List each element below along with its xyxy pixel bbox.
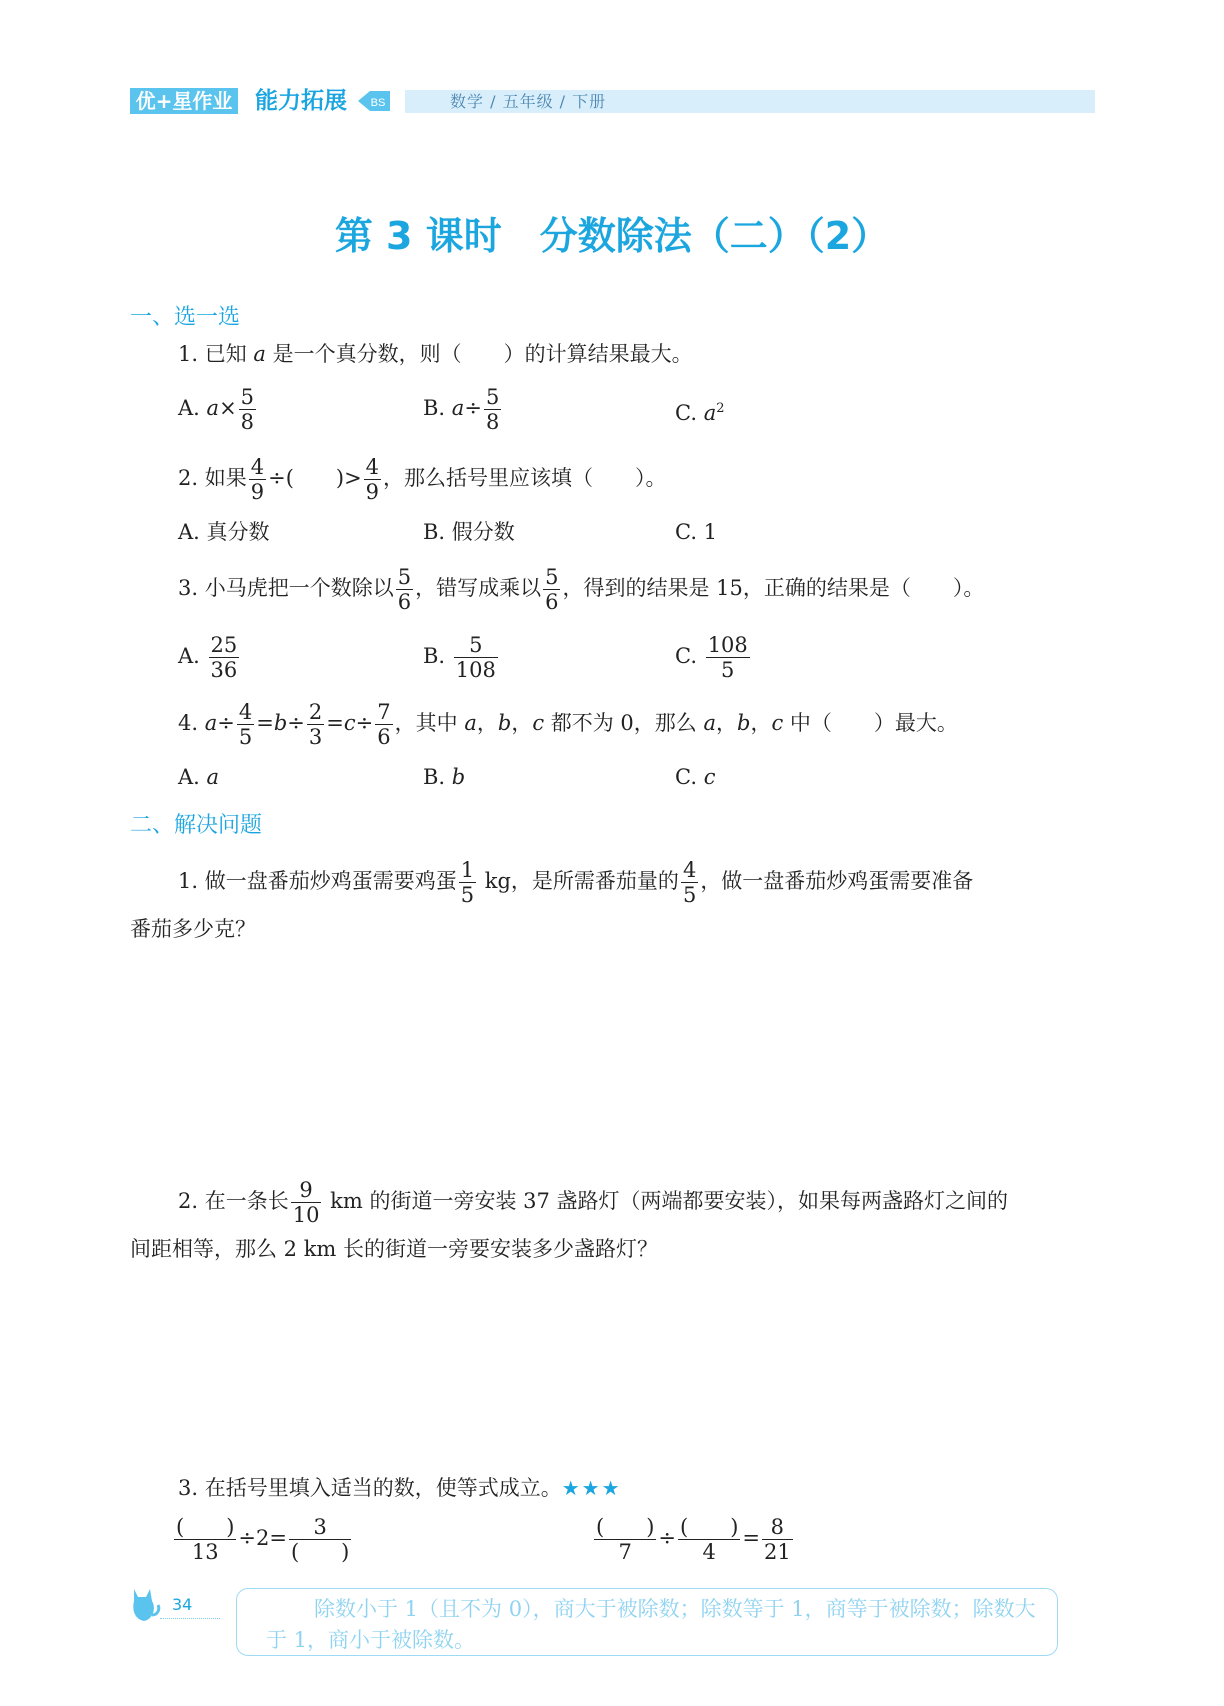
fraction-numerator: 7 xyxy=(377,700,391,724)
q2-option-b[interactable]: B. 假分数 xyxy=(423,520,515,544)
q2-text-post: ，那么括号里应该填（ ）。 xyxy=(383,466,667,491)
fraction xyxy=(291,1178,322,1227)
equation-2 xyxy=(592,1515,795,1564)
fraction xyxy=(762,1515,793,1564)
fraction-denominator: 8 xyxy=(240,410,255,435)
q3-option-b[interactable] xyxy=(423,633,500,682)
option-label: C. xyxy=(675,765,697,789)
subject-label: 数学 / 五年级 / 下册 xyxy=(450,92,607,111)
q3-text-post: ，得到的结果是 15，正确的结果是（ ）。 xyxy=(562,576,985,601)
option-operator: × xyxy=(219,396,237,421)
fraction-denominator: 5 xyxy=(721,658,735,683)
fraction-numerator: 25 xyxy=(210,633,238,657)
fraction xyxy=(678,1515,740,1564)
fraction-denominator: 4 xyxy=(702,1540,716,1565)
fraction xyxy=(459,858,476,907)
fraction-denominator: 5 xyxy=(238,725,253,750)
q4-text: 中（ ）最大。 xyxy=(783,711,958,736)
q2-text-mid: ÷( )> xyxy=(268,466,362,491)
fraction xyxy=(396,565,413,614)
fraction xyxy=(594,1515,656,1564)
var-a: a xyxy=(204,711,218,736)
option-var: a xyxy=(206,765,220,789)
fraction-denominator: 8 xyxy=(485,410,500,435)
option-label: C. xyxy=(675,401,697,425)
fraction xyxy=(307,700,324,749)
problem-2-line2: 间距相等，那么 2 km 长的街道一旁要安装多少盏路灯？ xyxy=(130,1237,659,1261)
fraction xyxy=(375,700,392,749)
p1-text-mid: kg，是所需番茄量的 xyxy=(478,869,679,894)
option-label: B. xyxy=(423,644,446,669)
q4-text-pre: 4. xyxy=(178,711,205,736)
p1-text-post: ，做一盘番茄炒鸡蛋需要准备 xyxy=(700,869,974,894)
fraction xyxy=(237,700,254,749)
fraction xyxy=(289,1515,351,1564)
equation-operator: ÷2= xyxy=(238,1526,287,1551)
section-heading-choice: 一、选一选 xyxy=(130,305,241,330)
question-1 xyxy=(178,340,693,368)
fraction-numerator: 4 xyxy=(365,455,380,479)
q4-text: ，其中 xyxy=(394,711,465,736)
question-3 xyxy=(178,565,984,614)
fraction-denominator: 3 xyxy=(308,725,323,750)
page-divider xyxy=(160,1618,220,1619)
var-b: b xyxy=(497,711,512,736)
fraction-numerator: 5 xyxy=(454,633,498,658)
var-b: b xyxy=(273,711,288,736)
equation-1 xyxy=(172,1515,353,1564)
q1-text-post: 是一个真分数，则（ ）的计算结果最大。 xyxy=(265,342,693,366)
fraction xyxy=(543,565,560,614)
q4-option-c[interactable] xyxy=(675,763,715,791)
fraction-numerator: 5 xyxy=(240,385,255,409)
var-b: b xyxy=(737,711,751,736)
q3-option-a[interactable] xyxy=(178,633,241,682)
option-var: a xyxy=(451,396,465,421)
fraction-numerator: 5 xyxy=(545,565,559,589)
fraction-numerator: 4 xyxy=(682,858,697,882)
option-label: C. xyxy=(675,644,697,669)
equation-operator: = xyxy=(742,1526,760,1551)
fraction-numerator: 8 xyxy=(762,1515,793,1540)
fraction-denominator: 6 xyxy=(397,590,412,615)
answer-blank[interactable]: ( ) xyxy=(176,1515,235,1539)
fraction-numerator: 4 xyxy=(250,455,265,479)
page-title: 第 3 课时 分数除法（二）（2） xyxy=(334,214,890,258)
option-var: a xyxy=(703,401,717,425)
fraction-denominator: 21 xyxy=(764,1540,791,1565)
fraction xyxy=(174,1515,236,1564)
fraction-denominator: 13 xyxy=(191,1540,219,1565)
q1-option-b[interactable] xyxy=(423,385,503,434)
fraction xyxy=(681,858,698,907)
q1-option-c[interactable] xyxy=(675,395,725,427)
q2-option-a[interactable]: A. 真分数 xyxy=(178,520,270,544)
fraction-denominator: 10 xyxy=(292,1203,320,1228)
fraction-numerator: 5 xyxy=(397,565,412,589)
fraction xyxy=(706,633,750,682)
fraction-numerator: 108 xyxy=(707,633,748,657)
fraction-numerator: 4 xyxy=(238,700,253,724)
q1-text-pre: 1. 已知 xyxy=(178,342,254,366)
fraction-numerator: 5 xyxy=(485,385,500,409)
option-label: B. xyxy=(423,396,446,421)
question-2 xyxy=(178,455,667,504)
q3-option-c[interactable] xyxy=(675,633,752,682)
var-c: c xyxy=(343,711,356,736)
fraction xyxy=(209,633,240,682)
fraction-denominator: 5 xyxy=(460,883,475,908)
q2-option-c[interactable]: C. 1 xyxy=(675,520,718,544)
option-label: A. xyxy=(178,765,200,789)
problem-3 xyxy=(178,1474,622,1502)
option-label: A. xyxy=(178,396,200,421)
fraction-denominator: 36 xyxy=(210,658,238,683)
fraction-denominator: 9 xyxy=(250,480,265,505)
problem-2 xyxy=(178,1178,1008,1227)
cat-mascot-icon xyxy=(128,1585,162,1625)
brand-logo: 优+星作业 xyxy=(130,88,238,114)
var-c: c xyxy=(532,711,545,736)
page-number: 34 xyxy=(172,1595,193,1614)
fraction-numerator: 1 xyxy=(460,858,475,882)
fraction xyxy=(239,385,256,434)
problem-1 xyxy=(178,858,973,907)
var-c: c xyxy=(771,711,784,736)
option-exponent: 2 xyxy=(716,401,725,416)
fraction-denominator: 6 xyxy=(377,725,391,750)
var-a: a xyxy=(464,711,477,736)
fraction-numerator: 2 xyxy=(308,700,323,724)
p3-text: 3. 在括号里填入适当的数，使等式成立。 xyxy=(178,1476,562,1500)
fraction xyxy=(484,385,501,434)
answer-blank[interactable]: ( ) xyxy=(596,1515,655,1539)
option-label: A. xyxy=(178,644,200,669)
q2-text-pre: 2. 如果 xyxy=(178,466,247,491)
tip-text: 除数小于 1（且不为 0），商大于被除数；除数等于 1，商等于被除数；除数大于 1，商小于被除数。 xyxy=(266,1597,1036,1652)
answer-area-1[interactable] xyxy=(130,960,1090,1160)
answer-blank[interactable]: ( ) xyxy=(290,1540,350,1565)
difficulty-stars-icon: ★★★ xyxy=(561,1476,622,1500)
fraction-numerator: 3 xyxy=(289,1515,351,1540)
p2-text-pre: 2. 在一条长 xyxy=(178,1189,289,1214)
fraction-denominator: 7 xyxy=(618,1540,632,1565)
q3-text-mid: ，错写成乘以 xyxy=(415,576,542,601)
fraction xyxy=(364,455,381,504)
option-operator: ÷ xyxy=(464,396,482,421)
p2-text-post: km 的街道一旁安装 37 盏路灯（两端都要安装），如果每两盏路灯之间的 xyxy=(323,1189,1009,1214)
question-4: 4. a÷ $\frac{4}{5}$ =b÷ $\frac{2}{3}$ =c÷ $\frac{7}{6}$ ，其中 a，b，c 都不为 0，那么 a，b，c 中（ ）最大。 xyxy=(178,700,958,750)
equation-operator: ÷ xyxy=(658,1526,676,1551)
fraction-denominator: 5 xyxy=(682,883,697,908)
fraction xyxy=(454,633,498,682)
p1-text-pre: 1. 做一盘番茄炒鸡蛋需要鸡蛋 xyxy=(178,869,457,894)
answer-area-2[interactable] xyxy=(130,1280,1090,1450)
edition-badge-text: BS xyxy=(370,97,386,109)
series-title: 能力拓展 xyxy=(255,88,347,114)
problem-1-line2: 番茄多少克？ xyxy=(130,917,256,941)
fraction-denominator: 108 xyxy=(455,658,496,683)
fraction-denominator: 6 xyxy=(545,590,559,615)
q1-option-a[interactable] xyxy=(178,385,258,434)
q4-option-b[interactable] xyxy=(423,763,465,791)
option-var: a xyxy=(206,396,220,421)
option-var: c xyxy=(703,765,716,789)
q3-text-pre: 3. 小马虎把一个数除以 xyxy=(178,576,394,601)
fraction-numerator: 9 xyxy=(291,1178,322,1203)
option-label: B. xyxy=(423,765,446,789)
option-var: b xyxy=(451,765,466,789)
q1-var: a xyxy=(253,342,266,366)
section-heading-problems: 二、解决问题 xyxy=(130,813,263,838)
fraction xyxy=(249,455,266,504)
var-a: a xyxy=(703,711,716,736)
q4-option-a[interactable] xyxy=(178,763,219,791)
q4-text: 都不为 0，那么 xyxy=(544,711,704,736)
answer-blank[interactable]: ( ) xyxy=(680,1515,739,1539)
edition-badge-icon xyxy=(358,89,390,113)
fraction-denominator: 9 xyxy=(365,480,380,505)
